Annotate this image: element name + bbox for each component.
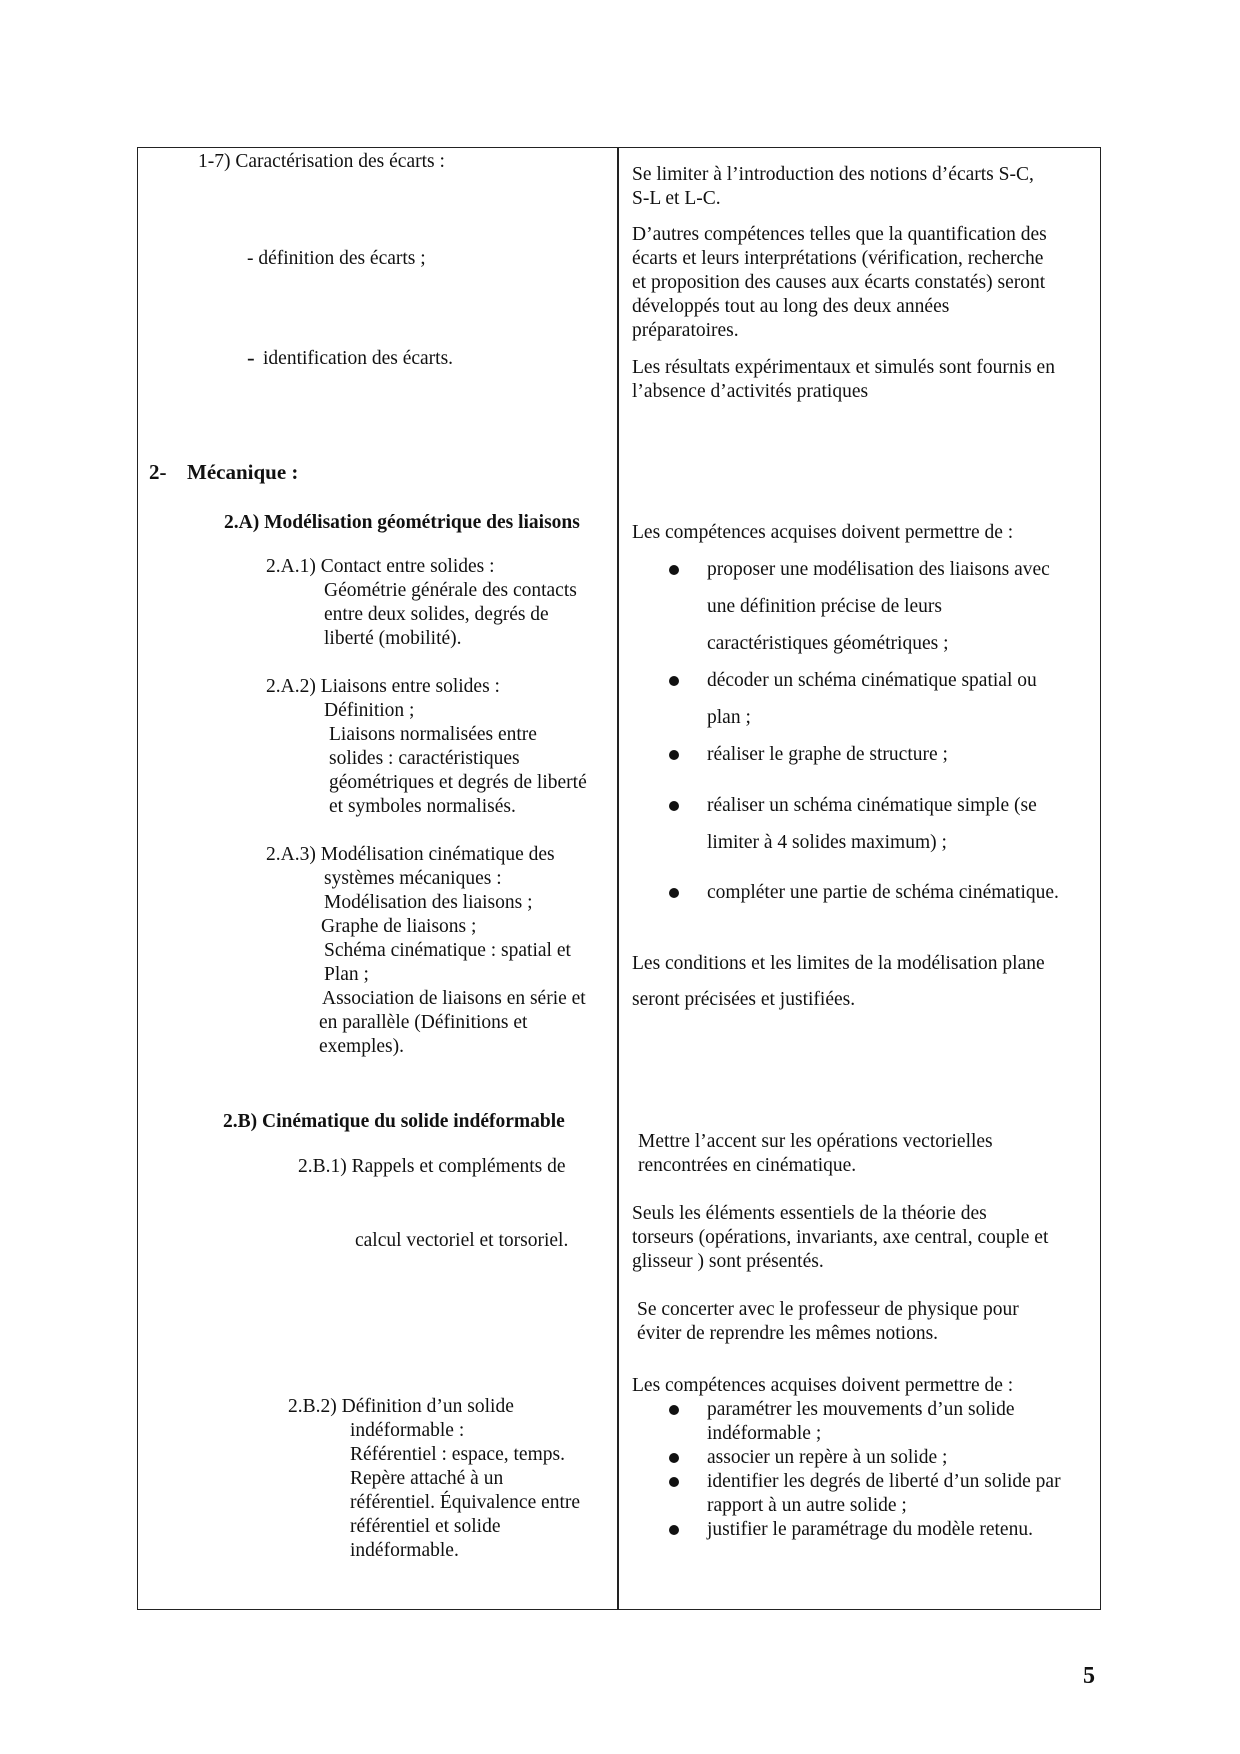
competence-item: justifier le paramétrage du modèle retenu.: [707, 1519, 1033, 1540]
section-2b2-line: référentiel et solide: [350, 1516, 501, 1537]
note-line: et proposition des causes aux écarts constatés) seront: [632, 272, 1046, 293]
section-2a3-line: Association de liaisons en série et: [322, 988, 586, 1009]
competence-item: proposer une modélisation des liaisons avec: [707, 559, 1050, 580]
note-line: développés tout au long des deux années: [632, 296, 950, 317]
note-line: Mettre l’accent sur les opérations vectorielles: [638, 1131, 993, 1152]
section-2a2-line: solides : caractéristiques: [329, 748, 520, 769]
note-line: Seuls les éléments essentiels de la théorie des: [632, 1203, 987, 1224]
section-2b2-line: Référentiel : espace, temps.: [350, 1444, 565, 1465]
section-2b2-line: Repère attaché à un: [350, 1468, 504, 1489]
competence-item: décoder un schéma cinématique spatial ou: [707, 670, 1037, 691]
section-2b2-line: référentiel. Équivalence entre: [350, 1492, 581, 1513]
note-line: Se concerter avec le professeur de physique pour: [637, 1299, 1019, 1320]
section-2a3-line: Modélisation des liaisons ;: [324, 892, 533, 913]
section-2b-title: 2.B) Cinématique du solide indéformable: [223, 1111, 565, 1132]
section-2b1-title: 2.B.1) Rappels et compléments de: [298, 1156, 566, 1177]
note-line: glisseur ) sont présentés.: [632, 1251, 824, 1272]
section-2a1-title: 2.A.1) Contact entre solides :: [266, 556, 495, 577]
competence-item: paramétrer les mouvements d’un solide: [707, 1399, 1015, 1420]
section-1-7-title: 1-7) Caractérisation des écarts :: [198, 151, 445, 172]
bullet-icon: [669, 801, 679, 811]
section-1-7-dash: -: [247, 345, 255, 370]
section-2b2-line: indéformable :: [350, 1420, 465, 1441]
note-line: écarts et leurs interprétations (vérification, recherche: [632, 248, 1044, 269]
note-line: Les résultats expérimentaux et simulés sont fournis en: [632, 357, 1055, 378]
section-2a3-title: 2.A.3) Modélisation cinématique des: [266, 844, 555, 865]
note-line: éviter de reprendre les mêmes notions.: [637, 1323, 939, 1344]
section-2a2-line: Liaisons normalisées entre: [329, 724, 537, 745]
section-2a2-line: géométriques et degrés de liberté: [329, 772, 587, 793]
bullet-icon: [669, 1405, 679, 1415]
section-1-7-item-definition: - définition des écarts ;: [247, 248, 426, 269]
section-2-number: 2-: [149, 460, 167, 484]
competence-item: plan ;: [707, 707, 751, 728]
note-line: seront précisées et justifiées.: [632, 989, 856, 1010]
section-2a-title: 2.A) Modélisation géométrique des liaisons: [224, 512, 580, 533]
section-2b1-body: calcul vectoriel et torsoriel.: [355, 1230, 569, 1251]
section-2a2-line: et symboles normalisés.: [329, 796, 516, 817]
note-line: torseurs (opérations, invariants, axe central, couple et: [632, 1227, 1049, 1248]
competence-item: compléter une partie de schéma cinématique.: [707, 882, 1059, 903]
bullet-icon: [669, 1453, 679, 1463]
competence-item: limiter à 4 solides maximum) ;: [707, 832, 947, 853]
bullet-icon: [669, 750, 679, 760]
note-line: Se limiter à l’introduction des notions d’écarts S-C,: [632, 164, 1034, 185]
note-line: S-L et L-C.: [632, 188, 721, 209]
bullet-icon: [669, 888, 679, 898]
section-2a3-line: Graphe de liaisons ;: [321, 916, 477, 937]
competence-item: caractéristiques géométriques ;: [707, 633, 949, 654]
competence-item: réaliser un schéma cinématique simple (se: [707, 795, 1037, 816]
competence-item: identifier les degrés de liberté d’un solide par: [707, 1471, 1061, 1492]
section-2a3-line: Plan ;: [324, 964, 369, 985]
bullet-icon: [669, 1525, 679, 1535]
page-number: 5: [1083, 1663, 1095, 1689]
note-line: Les conditions et les limites de la modélisation plane: [632, 953, 1045, 974]
section-2a1-line: entre deux solides, degrés de: [324, 604, 549, 625]
competence-item: une définition précise de leurs: [707, 596, 942, 617]
section-2b2-line: indéformable.: [350, 1540, 459, 1561]
bullet-icon: [669, 1477, 679, 1487]
competence-item: réaliser le graphe de structure ;: [707, 744, 948, 765]
section-2b2-title: 2.B.2) Définition d’un solide: [288, 1396, 514, 1417]
note-line: préparatoires.: [632, 320, 739, 341]
section-2a3-line: exemples).: [319, 1036, 405, 1057]
note-line: l’absence d’activités pratiques: [632, 381, 869, 402]
note-line: rencontrées en cinématique.: [638, 1155, 857, 1176]
bullet-icon: [669, 676, 679, 686]
section-2a1-line: liberté (mobilité).: [324, 628, 462, 649]
competences-intro: Les compétences acquises doivent permettre de :: [632, 522, 1014, 543]
section-2-title: Mécanique :: [187, 460, 299, 484]
competence-item: associer un repère à un solide ;: [707, 1447, 948, 1468]
section-2a2-title: 2.A.2) Liaisons entre solides :: [266, 676, 500, 697]
section-2a3-line: systèmes mécaniques :: [324, 868, 502, 889]
bullet-icon: [669, 565, 679, 575]
section-2a1-line: Géométrie générale des contacts: [324, 580, 577, 601]
section-2a3-line: Schéma cinématique : spatial et: [324, 940, 571, 961]
section-2a3-line: en parallèle (Définitions et: [319, 1012, 528, 1033]
column-divider: [617, 147, 619, 1610]
note-line: D’autres compétences telles que la quantification des: [632, 224, 1047, 245]
section-2a2-definition: Définition ;: [324, 700, 415, 721]
competence-item: indéformable ;: [707, 1423, 822, 1444]
section-1-7-item-identification: identification des écarts.: [263, 348, 454, 369]
competence-item: rapport à un autre solide ;: [707, 1495, 907, 1516]
competences-intro: Les compétences acquises doivent permettre de :: [632, 1375, 1014, 1396]
